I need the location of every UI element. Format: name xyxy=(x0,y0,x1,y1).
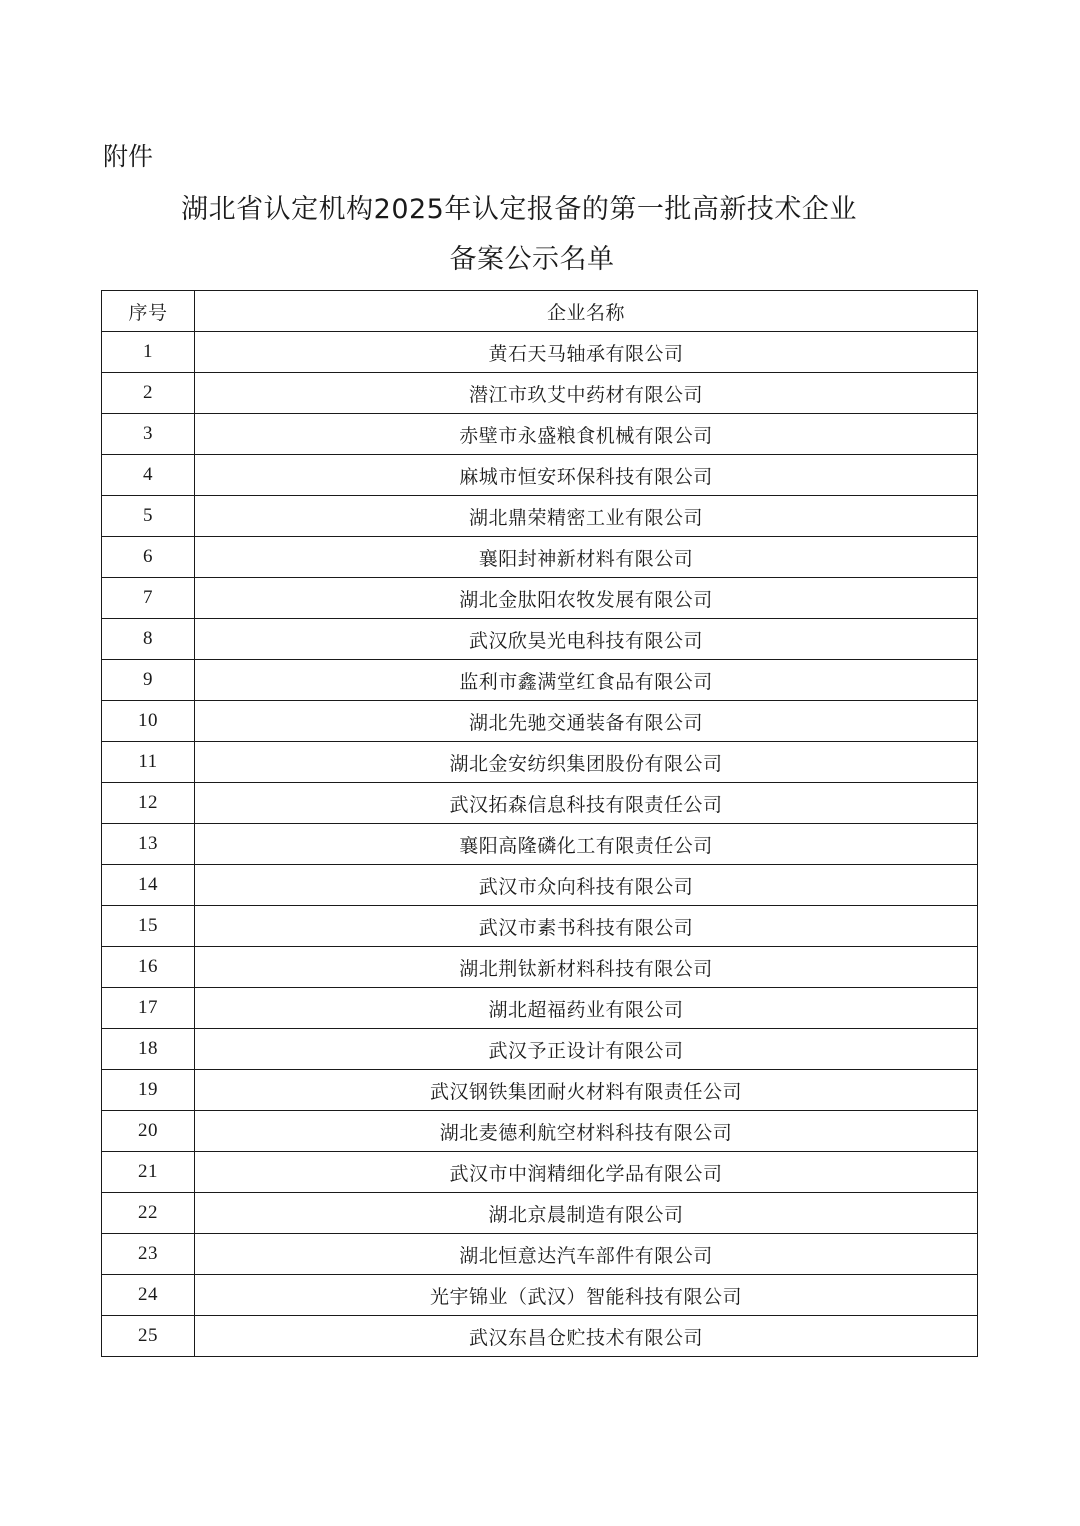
table-row xyxy=(102,1111,978,1152)
serial-number-cell: 25 xyxy=(102,1316,195,1357)
serial-number-cell: 3 xyxy=(102,414,195,455)
serial-number-cell: 6 xyxy=(102,537,195,578)
header-serial-number: 序号 xyxy=(102,291,195,332)
enterprise-name-cell: 湖北超福药业有限公司 xyxy=(195,988,978,1029)
enterprise-name-cell: 黄石天马轴承有限公司 xyxy=(195,332,978,373)
table-row xyxy=(102,1316,978,1357)
table-row xyxy=(102,1234,978,1275)
enterprise-name-cell: 武汉拓森信息科技有限责任公司 xyxy=(195,783,978,824)
serial-number-cell: 13 xyxy=(102,824,195,865)
table-row xyxy=(102,906,978,947)
table-row xyxy=(102,537,978,578)
enterprise-name-cell: 武汉欣昊光电科技有限公司 xyxy=(195,619,978,660)
enterprise-name-cell: 武汉东昌仓贮技术有限公司 xyxy=(195,1316,978,1357)
table-row xyxy=(102,455,978,496)
serial-number-cell: 16 xyxy=(102,947,195,988)
enterprise-name-cell: 湖北金安纺织集团股份有限公司 xyxy=(195,742,978,783)
header-enterprise-name: 企业名称 xyxy=(195,291,978,332)
table-row xyxy=(102,578,978,619)
table-row xyxy=(102,824,978,865)
table-row xyxy=(102,988,978,1029)
table-row xyxy=(102,619,978,660)
enterprise-name-cell: 湖北恒意达汽车部件有限公司 xyxy=(195,1234,978,1275)
enterprise-name-cell: 武汉市众向科技有限公司 xyxy=(195,865,978,906)
table-row xyxy=(102,332,978,373)
table-row xyxy=(102,783,978,824)
table-row xyxy=(102,1152,978,1193)
table-row xyxy=(102,660,978,701)
serial-number-cell: 2 xyxy=(102,373,195,414)
serial-number-cell: 21 xyxy=(102,1152,195,1193)
enterprise-name-cell: 湖北麦德利航空材料科技有限公司 xyxy=(195,1111,978,1152)
table-row xyxy=(102,1193,978,1234)
serial-number-cell: 20 xyxy=(102,1111,195,1152)
serial-number-cell: 5 xyxy=(102,496,195,537)
enterprise-name-cell: 湖北鼎荣精密工业有限公司 xyxy=(195,496,978,537)
serial-number-cell: 4 xyxy=(102,455,195,496)
enterprise-table xyxy=(101,290,978,1357)
table-row xyxy=(102,742,978,783)
enterprise-name-cell: 赤壁市永盛粮食机械有限公司 xyxy=(195,414,978,455)
table-row xyxy=(102,1029,978,1070)
enterprise-name-cell: 武汉予正设计有限公司 xyxy=(195,1029,978,1070)
serial-number-cell: 12 xyxy=(102,783,195,824)
serial-number-cell: 1 xyxy=(102,332,195,373)
serial-number-cell: 14 xyxy=(102,865,195,906)
enterprise-name-cell: 麻城市恒安环保科技有限公司 xyxy=(195,455,978,496)
serial-number-cell: 9 xyxy=(102,660,195,701)
enterprise-name-cell: 湖北荆钛新材料科技有限公司 xyxy=(195,947,978,988)
serial-number-cell: 8 xyxy=(102,619,195,660)
serial-number-cell: 10 xyxy=(102,701,195,742)
document-title: 湖北省认定机构2025年认定报备的第一批高新技术企业 xyxy=(181,194,857,225)
table-row xyxy=(102,1275,978,1316)
serial-number-cell: 15 xyxy=(102,906,195,947)
table-header-row xyxy=(102,291,978,332)
serial-number-cell: 19 xyxy=(102,1070,195,1111)
table-row xyxy=(102,496,978,537)
serial-number-cell: 17 xyxy=(102,988,195,1029)
enterprise-name-cell: 湖北京晨制造有限公司 xyxy=(195,1193,978,1234)
table-row xyxy=(102,947,978,988)
enterprise-name-cell: 襄阳高隆磷化工有限责任公司 xyxy=(195,824,978,865)
table-body xyxy=(102,332,978,1357)
enterprise-name-cell: 襄阳封神新材料有限公司 xyxy=(195,537,978,578)
enterprise-name-cell: 武汉市中润精细化学品有限公司 xyxy=(195,1152,978,1193)
table-row xyxy=(102,701,978,742)
serial-number-cell: 7 xyxy=(102,578,195,619)
enterprise-name-cell: 湖北金肽阳农牧发展有限公司 xyxy=(195,578,978,619)
serial-number-cell: 11 xyxy=(102,742,195,783)
document-subtitle: 备案公示名单 xyxy=(449,244,615,275)
enterprise-name-cell: 湖北先驰交通装备有限公司 xyxy=(195,701,978,742)
table-row xyxy=(102,414,978,455)
enterprise-name-cell: 监利市鑫满堂红食品有限公司 xyxy=(195,660,978,701)
serial-number-cell: 22 xyxy=(102,1193,195,1234)
table-row xyxy=(102,373,978,414)
table-row xyxy=(102,865,978,906)
serial-number-cell: 18 xyxy=(102,1029,195,1070)
enterprise-name-cell: 光宇锦业（武汉）智能科技有限公司 xyxy=(195,1275,978,1316)
serial-number-cell: 23 xyxy=(102,1234,195,1275)
serial-number-cell: 24 xyxy=(102,1275,195,1316)
table-row xyxy=(102,1070,978,1111)
enterprise-name-cell: 武汉钢铁集团耐火材料有限责任公司 xyxy=(195,1070,978,1111)
enterprise-name-cell: 潜江市玖艾中药材有限公司 xyxy=(195,373,978,414)
enterprise-name-cell: 武汉市素书科技有限公司 xyxy=(195,906,978,947)
attachment-label: 附件 xyxy=(103,142,154,171)
